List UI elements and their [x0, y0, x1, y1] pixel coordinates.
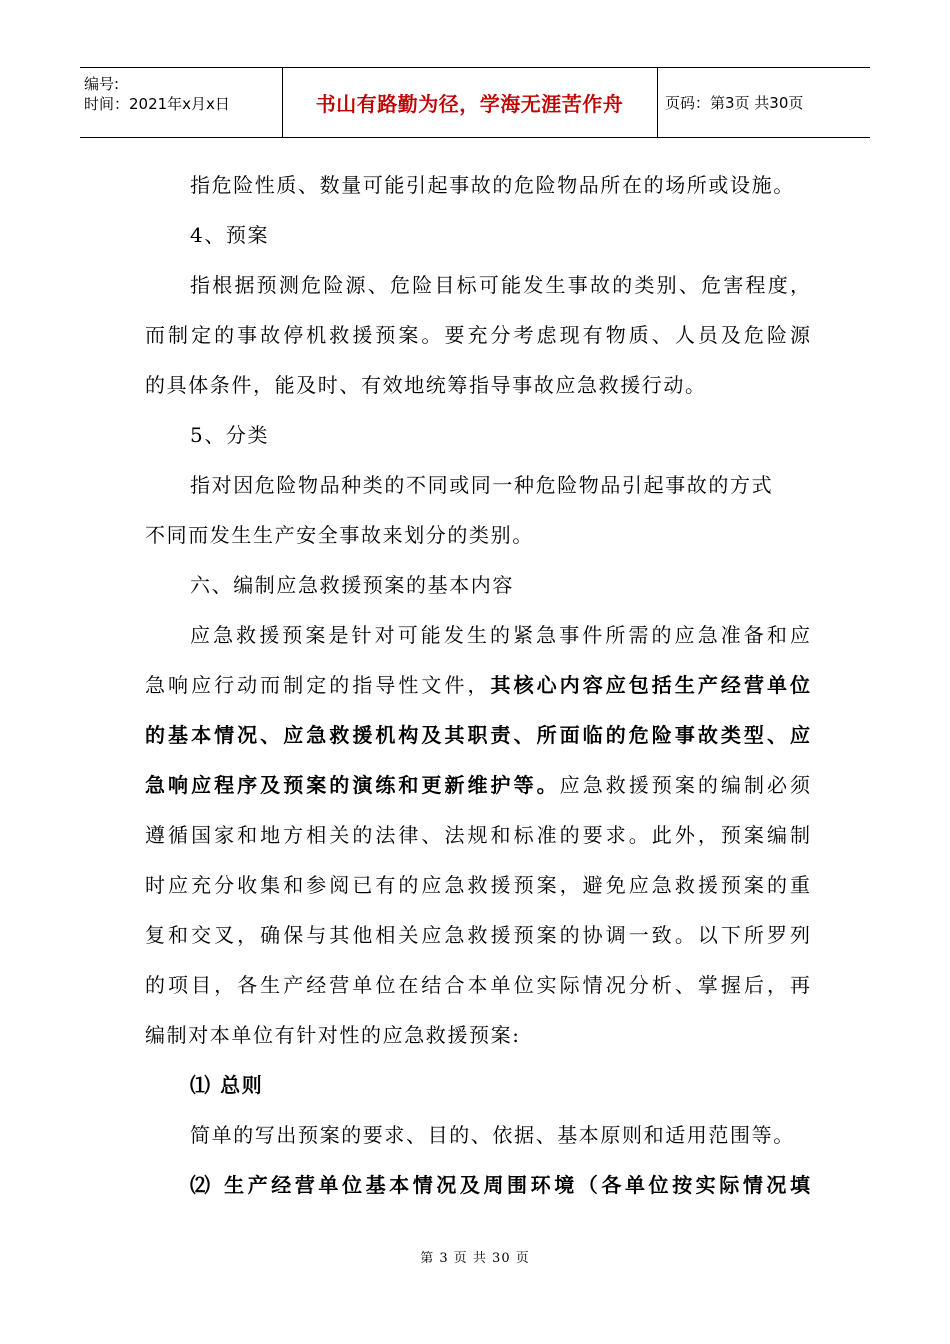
paragraph-line	[145, 771, 810, 799]
paragraph-text: 急响应行动而制定的指导性文件，	[145, 673, 491, 697]
paragraph-line: 而制定的事故停机救援预案。要充分考虑现有物质、人员及危险源	[145, 323, 810, 347]
paragraph-line: 不同而发生生产安全事故来划分的类别。	[145, 523, 534, 547]
section-heading: 4、预案	[190, 223, 270, 247]
bold-emphasis: 急响应程序及预案的演练和更新维护等。	[145, 773, 560, 797]
subsection-heading: ⑴ 总则	[190, 1073, 264, 1097]
bold-emphasis-line: 的基本情况、应急救援机构及其职责、所面临的危险事故类型、应	[145, 723, 810, 747]
header-page-info: 页码：第3页 共30页	[665, 94, 804, 112]
paragraph-line: 指根据预测危险源、危险目标可能发生事故的类别、危害程度，	[190, 273, 810, 297]
paragraph-line: 简单的写出预案的要求、目的、依据、基本原则和适用范围等。	[190, 1123, 795, 1147]
section-heading: 5、分类	[190, 423, 270, 447]
section-heading: 六、编制应急救援预案的基本内容	[190, 573, 514, 597]
paragraph-line: 应急救援预案是针对可能发生的紧急事件所需的应急准备和应	[190, 623, 810, 647]
header-divider	[657, 68, 658, 137]
bold-emphasis: 其核心内容应包括生产经营单位	[490, 673, 811, 697]
page-header	[80, 67, 870, 138]
paragraph-line: 编制对本单位有针对性的应急救援预案:	[145, 1023, 521, 1047]
paragraph-line: 的具体条件，能及时、有效地统筹指导事故应急救援行动。	[145, 373, 707, 397]
subsection-heading: ⑵ 生产经营单位基本情况及周围环境（各单位按实际情况填	[190, 1173, 810, 1197]
paragraph-line: 遵循国家和地方相关的法律、法规和标准的要求。此外，预案编制	[145, 823, 810, 847]
header-meta	[84, 74, 279, 114]
paragraph-line: 指对因危险物品种类的不同或同一种危险物品引起事故的方式	[190, 473, 774, 497]
header-motto: 书山有路勤为径，学海无涯苦作舟	[315, 92, 624, 116]
page-footer: 第 3 页 共 30 页	[420, 1251, 530, 1266]
paragraph-line: 的项目，各生产经营单位在结合本单位实际情况分析、掌握后，再	[145, 973, 810, 997]
paragraph-line: 时应充分收集和参阅已有的应急救援预案，避免应急救援预案的重	[145, 873, 810, 897]
time-label: 时间：2021年x月x日	[84, 95, 230, 113]
paragraph-line	[145, 671, 810, 699]
paragraph-line: 指危险性质、数量可能引起事故的危险物品所在的场所或设施。	[190, 173, 795, 197]
paragraph-line: 复和交叉，确保与其他相关应急救援预案的协调一致。以下所罗列	[145, 923, 810, 947]
paragraph-text: 应急救援预案的编制必须	[559, 773, 811, 797]
serial-label: 编号:	[84, 75, 120, 93]
